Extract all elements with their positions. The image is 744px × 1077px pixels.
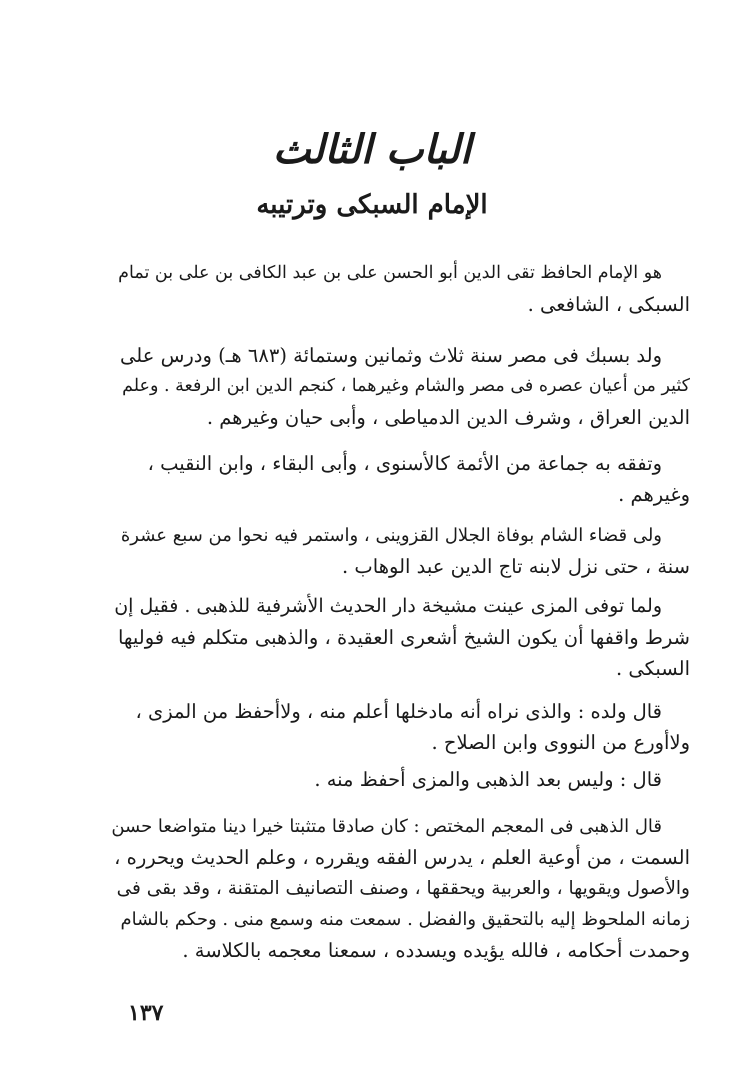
paragraph-son-quote	[110, 696, 690, 758]
text-line: قال الذهبى فى المعجم المختص : كان صادقا متثبتا خيرا دينا متواضعا حسن	[111, 816, 662, 837]
paragraph-judgeship	[110, 520, 690, 582]
text-line: السمت ، من أوعية العلم ، يدرس الفقه ويقرره ، وعلم الحديث ويحرره ،	[114, 846, 690, 869]
chapter-title: الباب الثالث	[272, 126, 472, 173]
text-line: السبكى .	[615, 657, 690, 680]
paragraph-birth	[110, 340, 690, 433]
page-number: ١٣٧	[128, 1000, 164, 1026]
text-line: ولاأورع من النووى وابن الصلاح .	[431, 731, 690, 754]
text-line: السبكى ، الشافعى .	[527, 293, 690, 316]
text-line: وغيرهم .	[618, 483, 690, 506]
text-line: والأصول ويقويها ، والعربية ويحققها ، وصنف التصانيف المتقنة ، وقد بقى فى	[116, 878, 690, 899]
text-line: سنة ، حتى نزل لابنه تاج الدين عبد الوهاب .	[342, 555, 690, 578]
paragraph-students	[110, 448, 690, 510]
text-line: ولما توفى المزى عينت مشيخة دار الحديث الأشرفية للذهبى . فقيل إن	[114, 595, 662, 617]
text-line: شرط واقفها أن يكون الشيخ أشعرى العقيدة ، والذهبى متكلم فيه فوليها	[117, 626, 690, 649]
text-line: الدين العراق ، وشرف الدين الدمياطى ، وأبى حيان وغيرهم .	[206, 406, 690, 429]
paragraph-dhahabi-quote	[110, 811, 690, 966]
text-line: وتفقه به جماعة من الأئمة كالأسنوى ، وأبى البقاء ، وابن النقيب ،	[147, 452, 662, 475]
text-line: قال ولده : والذى نراه أنه مادخلها أعلم منه ، ولاأحفظ من المزى ،	[135, 700, 662, 723]
text-line: قال : وليس بعد الذهبى والمزى أحفظ منه .	[314, 768, 662, 791]
chapter-subtitle: الإمام السبكى وترتيبه	[256, 190, 488, 220]
paragraph-dar-al-hadith	[110, 591, 690, 684]
text-line: زمانه الملحوظ إليه بالتحقيق والفضل . سمعت منه وسمع منى . وحكم بالشام	[120, 909, 690, 930]
paragraph-son-quote-2	[110, 764, 690, 795]
paragraph-lineage	[110, 258, 690, 320]
text-line: ولى قضاء الشام بوفاة الجلال القزوينى ، واستمر فيه نحوا من سبع عشرة	[120, 525, 662, 546]
text-line: هو الإمام الحافظ تقى الدين أبو الحسن على بن عبد الكافى بن على بن تمام	[118, 263, 662, 283]
text-line: وحمدت أحكامه ، فالله يؤيده ويسدده ، سمعنا معجمه بالكلاسة .	[182, 939, 690, 962]
text-line: ولد بسبك فى مصر سنة ثلاث وثمانين وستمائة (٦٨٣ هـ) ودرس على	[120, 344, 662, 367]
text-line: كثير من أعيان عصره فى مصر والشام وغيرهما ، كنجم الدين ابن الرفعة . وعلم	[122, 376, 690, 396]
